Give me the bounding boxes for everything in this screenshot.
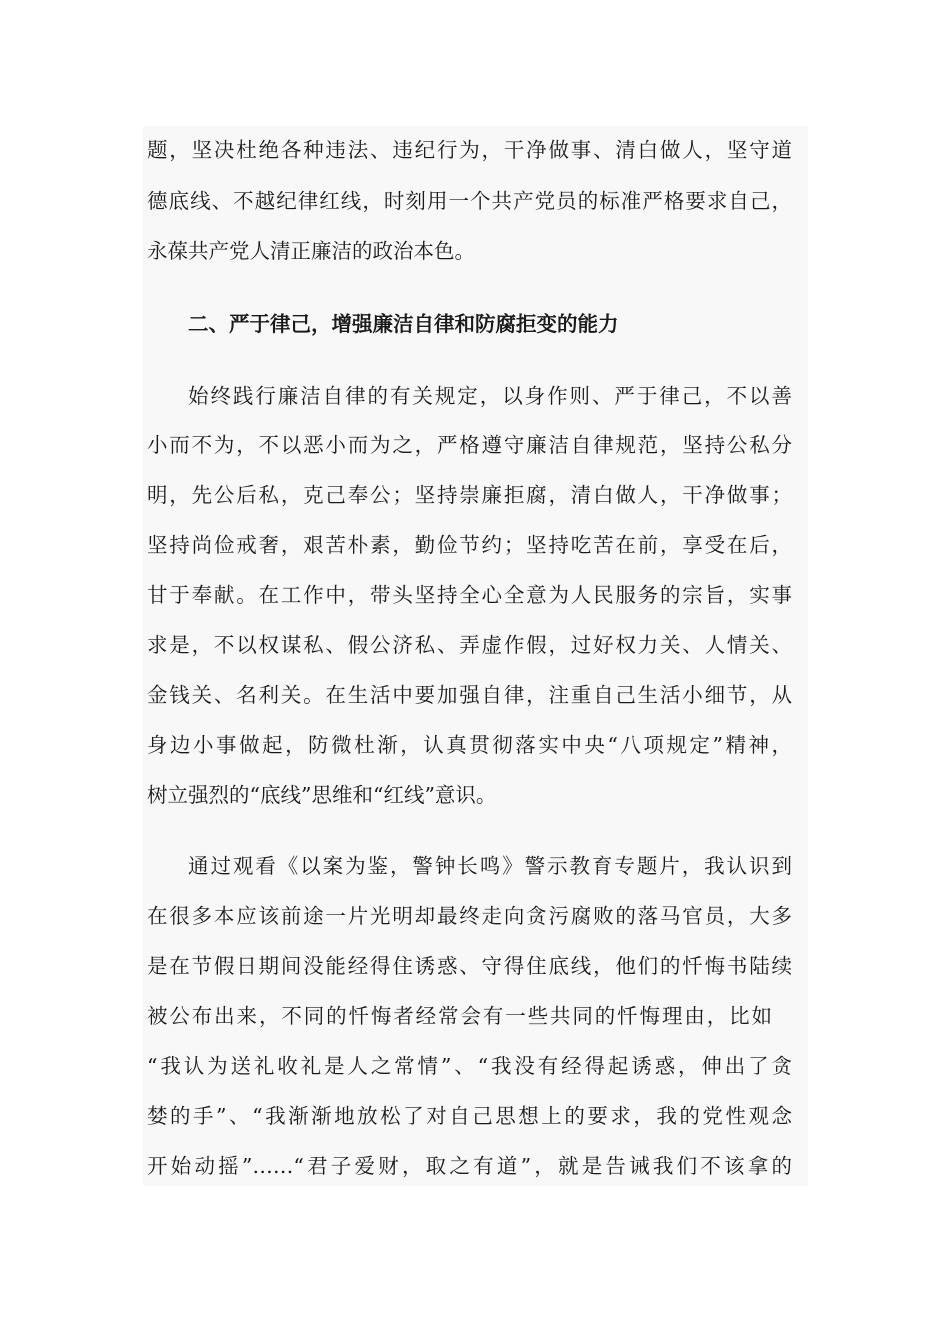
paragraph-line: 金钱关、名利关。在生活中要加强自律，注重自己生活小细节，从	[147, 683, 792, 707]
paragraph-line: 始终践行廉洁自律的有关规定，以身作则、严于律己，不以善	[188, 384, 792, 408]
paragraph-line: “我认为送礼收礼是人之常情”、“我没有经得起诱惑，伸出了贪	[147, 1054, 792, 1078]
paragraph-line: 婪的手”、“我渐渐地放松了对自己思想上的要求，我的党性观念	[147, 1104, 792, 1128]
paragraph-line: 明，先公后私，克己奉公；坚持崇廉拒腐，清白做人，干净做事；	[147, 483, 792, 507]
paragraph-line: 坚持尚俭戒奢，艰苦朴素，勤俭节约；坚持吃苦在前，享受在后，	[147, 533, 792, 557]
paragraph-line: 永葆共产党人清正廉洁的政治本色。	[147, 239, 475, 263]
paragraph-line: 在很多本应该前途一片光明却最终走向贪污腐败的落马官员，大多	[147, 904, 792, 928]
paragraph-line: 题，坚决杜绝各种违法、违纪行为，干净做事、清白做人，坚守道	[147, 138, 792, 162]
section-heading: 二、严于律己，增强廉洁自律和防腐拒变的能力	[188, 312, 619, 336]
paragraph-line: 小而不为，不以恶小而为之，严格遵守廉洁自律规范，坚持公私分	[147, 433, 792, 457]
paragraph-line: 求是，不以权谋私、假公济私、弄虚作假，过好权力关、人情关、	[147, 633, 792, 657]
paragraph-line: 开始动摇”……“君子爱财，取之有道”，就是告诫我们不该拿的	[147, 1154, 792, 1178]
paragraph-line: 被公布出来，不同的忏悔者经常会有一些共同的忏悔理由，比如	[147, 1004, 772, 1028]
paragraph-line: 树立强烈的“底线”思维和“红线”意识。	[147, 783, 497, 807]
paragraph-line: 德底线、不越纪律红线，时刻用一个共产党员的标准严格要求自己，	[147, 189, 792, 213]
paragraph-line: 身边小事做起，防微杜渐，认真贯彻落实中央“八项规定”精神，	[147, 733, 792, 757]
paragraph-line: 是在节假日期间没能经得住诱惑、守得住底线，他们的忏悔书陆续	[147, 954, 792, 978]
paragraph-line: 通过观看《以案为鉴，警钟长鸣》警示教育专题片，我认识到	[188, 854, 792, 878]
paragraph-line: 甘于奉献。在工作中，带头坚持全心全意为人民服务的宗旨，实事	[147, 583, 792, 607]
